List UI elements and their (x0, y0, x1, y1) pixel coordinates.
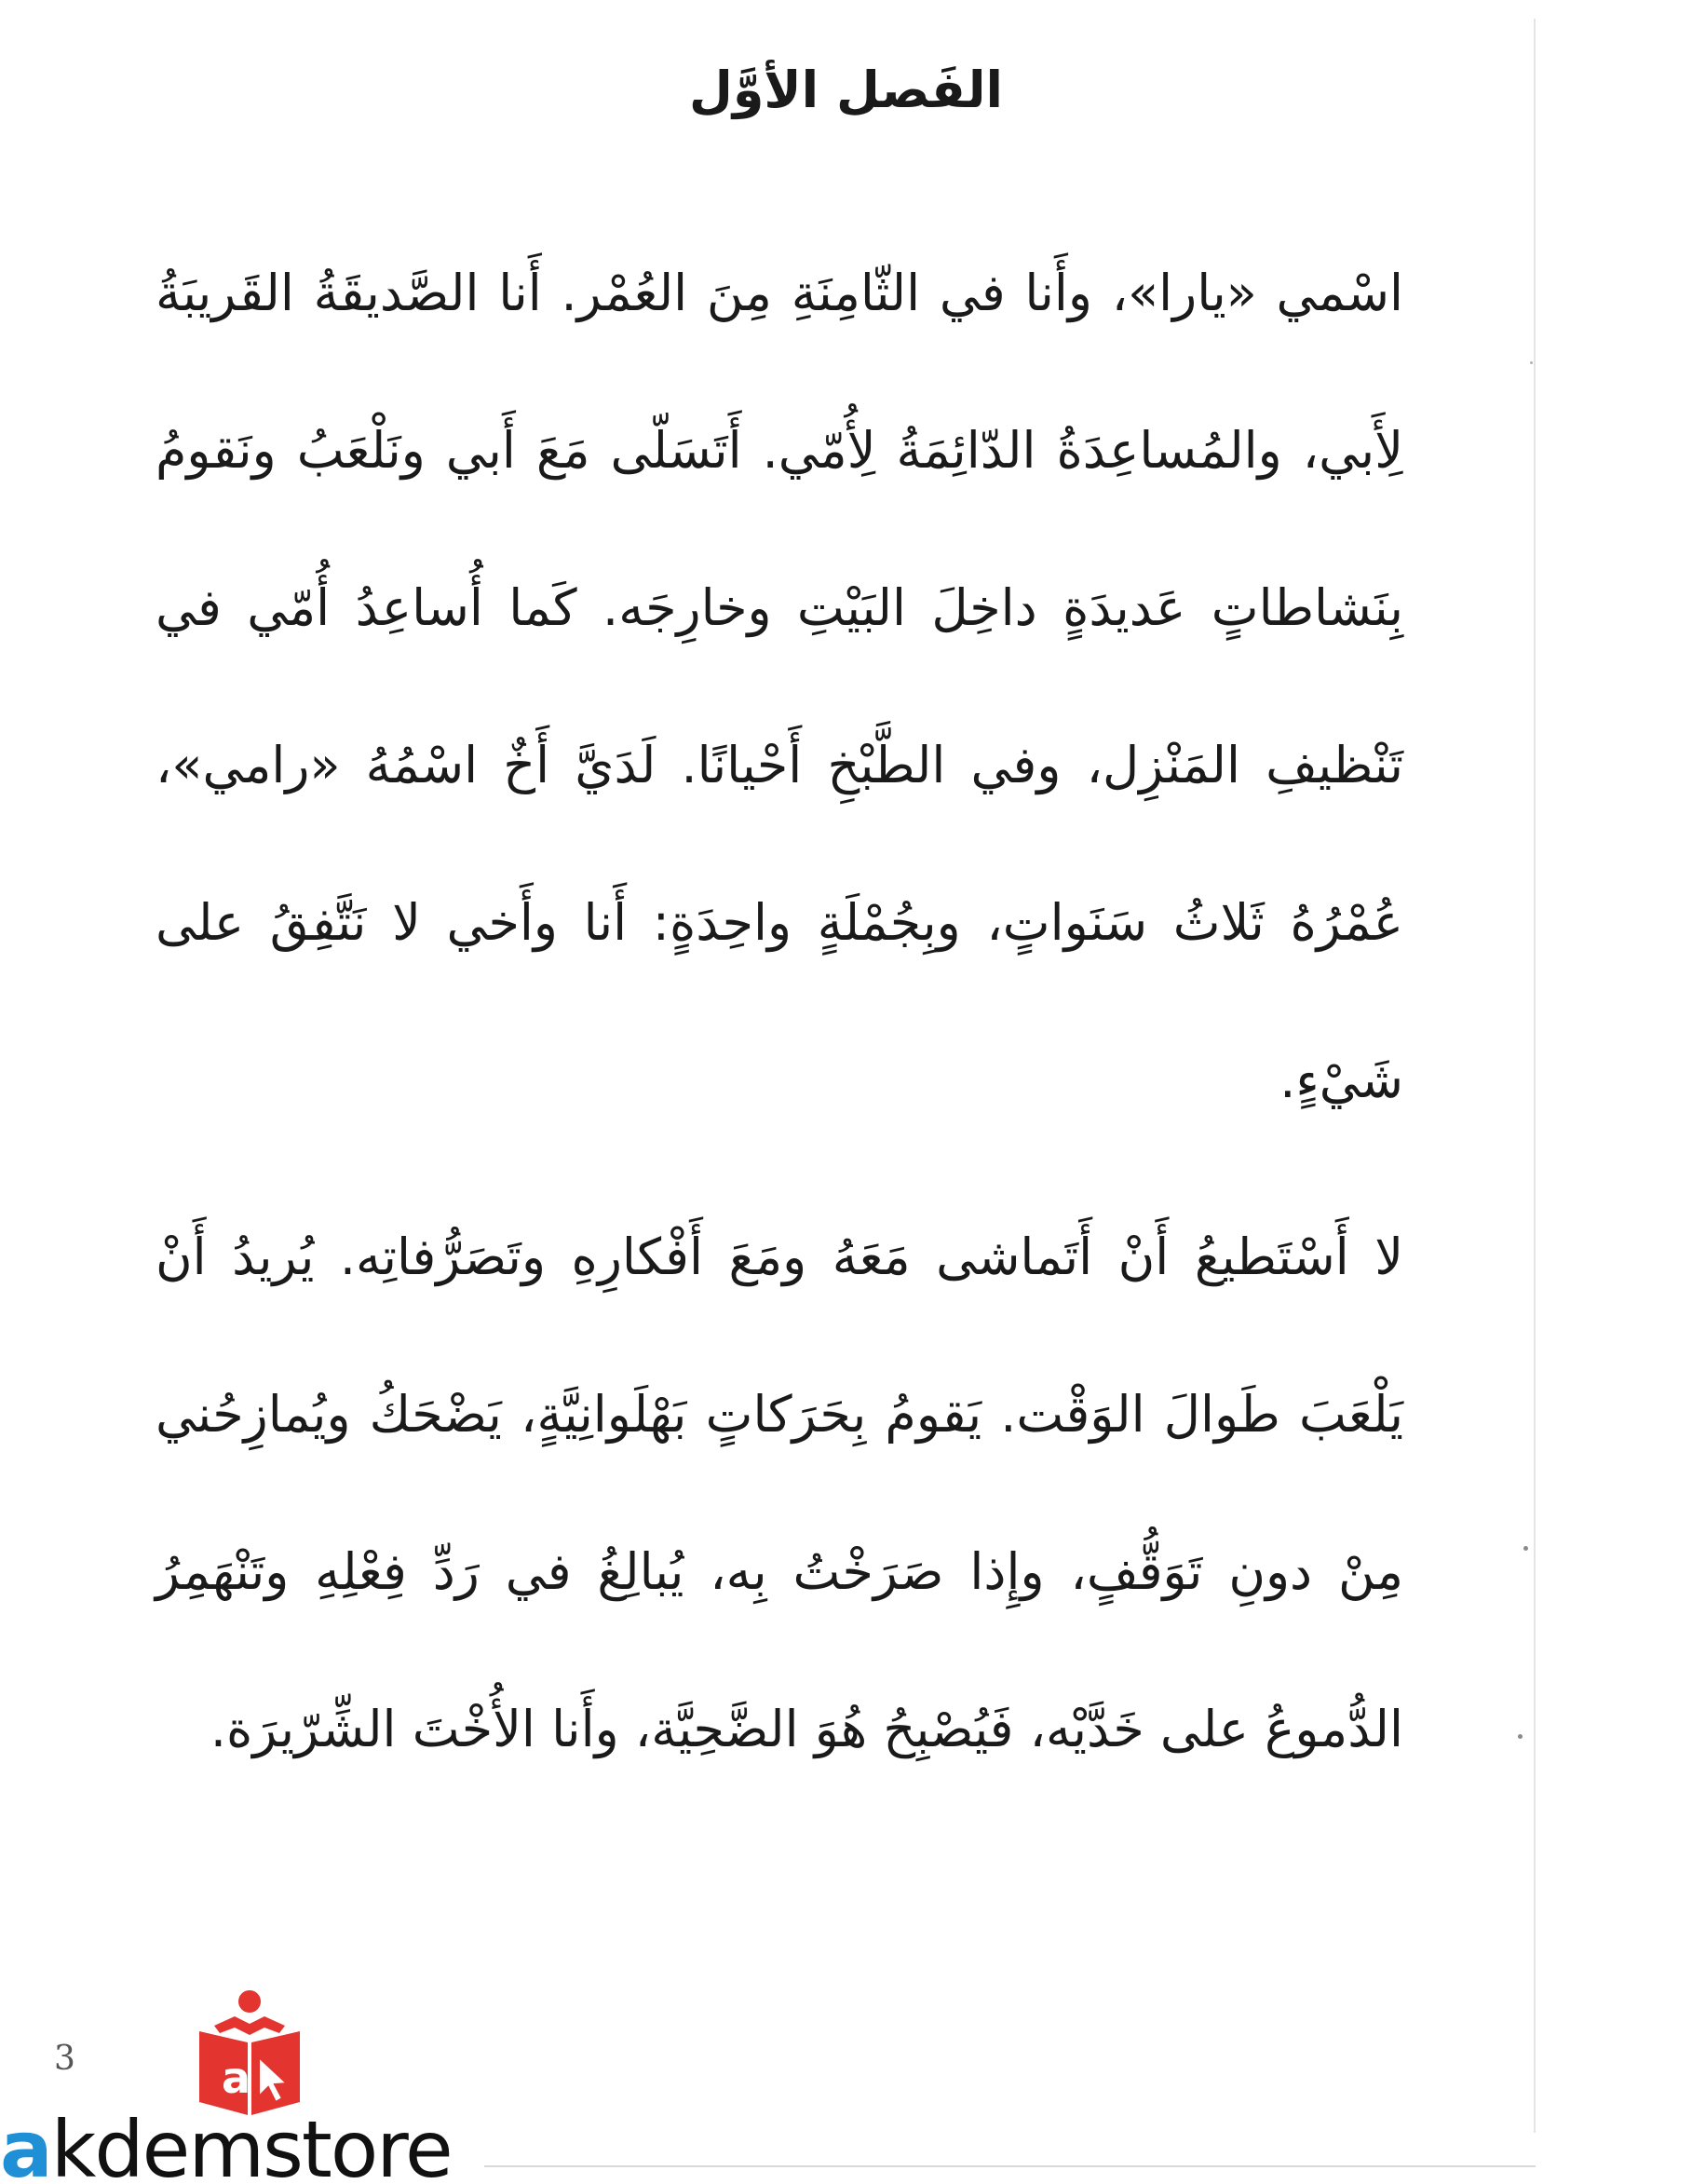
scan-edge-right (1534, 19, 1536, 2133)
scan-speck (1523, 1546, 1528, 1551)
page-number: 3 (54, 2040, 75, 2078)
book-reader-icon (194, 1988, 305, 2119)
paragraph-1: اسْمي «يارا»، وأَنا في الثّامِنَةِ مِنَ العُمْر. أَنا الصَّديقَةُ القَريبَةُ لِأَبي، والمُساعِدَةُ الدّائِمَةُ لِأُمّي. أَتَسَلّى مَعَ أَبي ونَلْعَبُ ونَقومُ بِنَشاطاتٍ عَديدَةٍ داخِلَ البَيْتِ وخارِجَه. كَما أُساعِدُ أُمّي في تَنْظيفِ المَنْزِل، وفي الطَّبْخِ أَحْيانًا. لَدَيَّ أَخٌ اسْمُهُ «رامي»، عُمْرُهُ ثَلاثُ سَنَواتٍ، وبِجُمْلَةٍ واحِدَةٍ: أَنا وأَخي لا نَتَّفِقُ على شَيْءٍ. (156, 264, 1403, 1109)
svg-text:a: a (222, 2053, 251, 2103)
paragraph-2: لا أَسْتَطيعُ أَنْ أَتَماشى مَعَهُ ومَعَ أَفْكارِهِ وتَصَرُّفاتِه. يُريدُ أَنْ يَلْعَبَ طَوالَ الوَقْت. يَقومُ بِحَرَكاتٍ بَهْلَوانِيَّةٍ، يَضْحَكُ ويُمازِحُني مِنْ دونِ تَوَقُّفٍ، وإِذا صَرَخْتُ بِه، يُبالِغُ في رَدِّ فِعْلِهِ وتَنْهَمِرُ الدُّموعُ على خَدَّيْه، فَيُصْبِحُ هُوَ الضَّحِيَّة، وأَنا الأُخْتَ الشِّرّيرَة. (156, 1228, 1403, 1758)
chapter-title: الفَصل الأوَّل (689, 61, 1003, 119)
scan-edge-bottom (484, 2165, 1536, 2167)
store-watermark-text: akdemstore (0, 2104, 452, 2184)
store-watermark (0, 1988, 521, 2184)
scan-speck (1530, 361, 1533, 364)
scan-speck (1518, 1734, 1523, 1739)
